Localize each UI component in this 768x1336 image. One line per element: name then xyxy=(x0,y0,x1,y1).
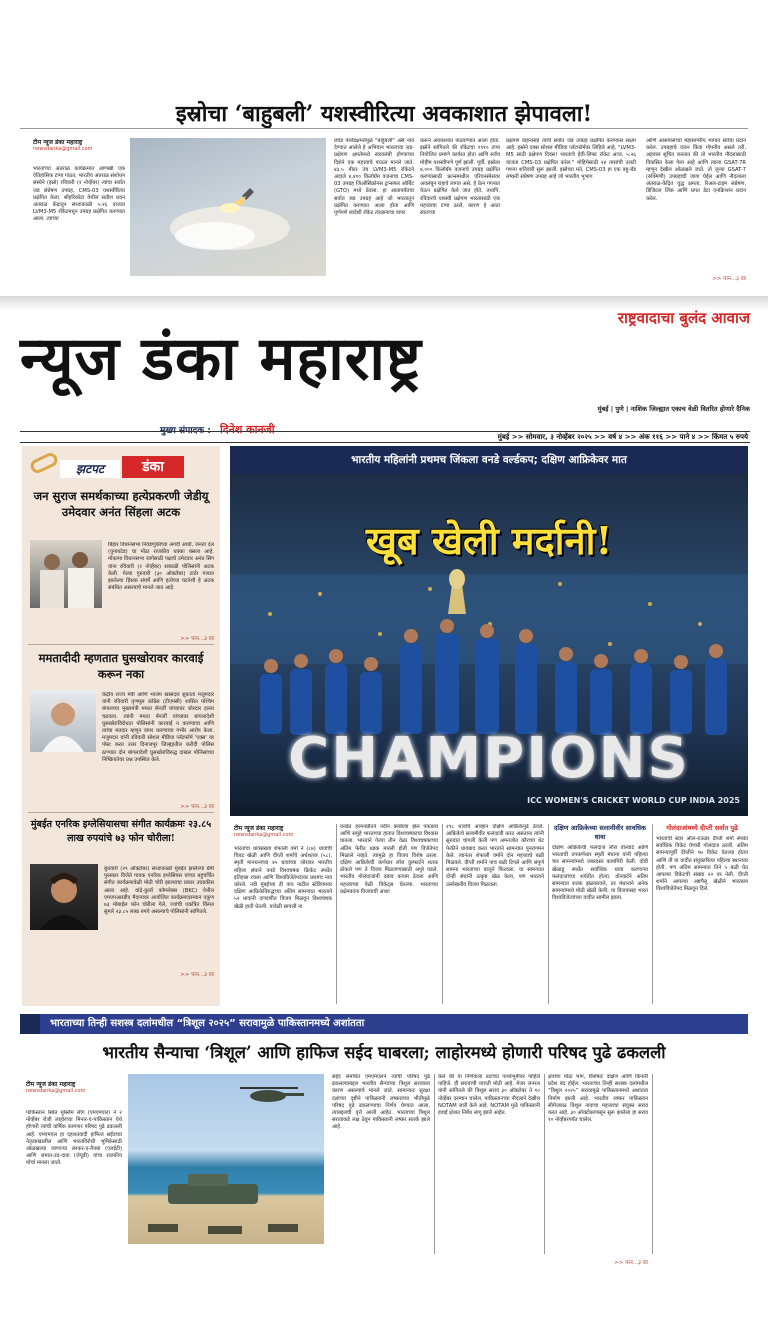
rocket-launch-photo xyxy=(130,138,326,276)
bottom-col-4: क्षेत्राचा मोठा भाग, विशेषतः दक्षिण आणि किनारी प्रदेश बंद होईल. भारताच्या तिन्ही सशस्त्र दलांमधील “त्रिशूल २०२५” सरावामुळे पाकिस्तानमध्ये अशांतता निर्माण झाली आहे. भारतीय लष्कर पाकिस्तान सीमेजवळ त्रिशूल नावाचा महत्त्वाचा संयुक्त सराव करत आहे. ३० ऑक्टोबरपासून सुरू झालेला हा सराव १० नोव्हेंबरपर्यंत चालेल. xyxy=(548,1074,648,1124)
box-1-title: दक्षिण आफ्रिकेच्या सलामीवीर सावधिक धावा xyxy=(553,824,647,841)
bottom-kicker-bar xyxy=(20,1014,748,1034)
sidebar-story-2 xyxy=(28,650,214,810)
editor-label: मुख्य संपादक : xyxy=(160,426,211,436)
top-col-4: प्रक्षेपण वाहनांसह त्यांचे सर्वात जड उपग्रह प्रक्षेपित करण्यास सक्षम आहे. इस्रोने एक्स सोशल मीडिया प्लॅटफॉर्मवर लिहिले आहे, "LVM3-M5 साठी प्रक्षेपण दिवस! भारताचे हेवी-लिफ्ट रॉकेट आज, ५:२६ वाजता CMS-03 प्रक्षेपित करेल." मोहिमेसाठी २४ तासांची उलटी गणना शनिवारी सुरू झाली. इस्रोच्या मते, CMS-03 हा एक बहु-बँड लष्करी संप्रेषण उपग्रह आहे जो भारतीय भूभाग xyxy=(506,138,636,181)
bottom-rule-1 xyxy=(434,1074,435,1254)
lead-rule-2 xyxy=(442,824,443,1004)
top-col-3: करून अवकाशात पाठवण्यात आला होता. इस्रोने सांगितले की रॉकेटचा १९१० टप्पा नियोजित प्रमाणे कार्यरत होता आणि सर्वच मोहीम यशस्वीपणे पूर्ण झाली. पूर्वी, इस्रोला ४,००० किलोग्रॅम वजनाचे उपग्रह प्रक्षेपित करण्यासाठी फ्रान्समधील एरियनस्पेसवर अवलंबून राहावे लागत असे, हे प्रेत्न गगनात येऊन प्रक्षेपित केले जात होते. तथापि, रविवारचे यशस्वी प्रक्षेपण भारतासाठी एक महत्त्वाचा टप्पा ठरले, कारण हे आता स्वतःच्या xyxy=(420,138,500,217)
dateline: मुंबई >> सोमवार, ३ नोव्हेंबर २०२५ >> वर्ष ४ >> अंक ११६ >> पाने ४ >> किंमत ५ रुपये xyxy=(497,433,748,441)
top-story-more-link[interactable]: >> पान...३ वर xyxy=(712,276,746,282)
dateline-bar xyxy=(20,431,750,443)
lead-headline: खूब खेली मर्दानी! xyxy=(365,518,613,563)
bottom-col-3: केले की या निर्णयाला तटाच्या पार्श्वभूमीवर पाहिले पाहिजे. ही सरावाची व्याप्ती मोठी आहे. मेजर जनरल यांनी सांगितले की त्रिशूल सराव ३० ऑक्टोबर ते १० नोव्हेंबर दरम्यान चालेल. पाकिस्तानच्या नौदलाने देखील NOTAM जारी केले आहे. NOTAM मुळे पाकिस्तानी हवाई क्षेत्रात निर्बंध लागू झाले आहेत. xyxy=(438,1074,540,1117)
byline-text: टीम न्यूज डंका महाराष्ट्र xyxy=(33,139,83,146)
story-1-headline: जन सुराज समर्थकाच्या हत्येप्रकरणी जेडीयू उमेदवार अनंत सिंहला अटक xyxy=(33,489,209,519)
lead-byline xyxy=(234,824,332,838)
sidebar-tag-left: झटपट xyxy=(60,460,120,478)
bottom-headline: भारतीय सैन्याचा ‘त्रिशूल’ आणि हाफिज सईद घाबरला; लाहोरमध्ये होणारी परिषद पुढे ढकलली xyxy=(102,1043,666,1062)
story-3-headline: मुंबईत एनरिक इग्लेसियासचा संगीत कार्यक्रमः २३.८५ लाख रुपयांचे ७३ फोन चोरीला! xyxy=(30,819,212,844)
sidebar-story-1 xyxy=(28,488,214,642)
bottom-col-1: पाकिस्तान स्थित मुस्लिम लीग (एमएमएल) ने २ नोव्हेंबर रोजी लाहोरच्या मिनार-ए-पाकिस्तान येथे होणारी त्यांची वार्षिक कामगार परिषद पुढे ढकलली आहे. एमएमएल हा दहशतवादी हाफिज सईदच्या नेतृत्वाखालील आणि भारतविरोधी भूमिकेसाठी ओळखल्या जाणाऱ्या लश्कर-ए-तैयबा (एलईटी) आणि जमात-उद-दावा (जेयूडी) यांचा राजकीय मोर्चा मानला जातो. xyxy=(26,1110,122,1167)
editor-name: दिनेश कानजी xyxy=(220,423,275,436)
bottom-rule-2 xyxy=(544,1074,545,1254)
sidebar-tag-right: डंका xyxy=(122,456,184,478)
bottom-byline-email: newsdanka@gmail.com xyxy=(26,1088,86,1094)
champions-board: CHAMPIONS xyxy=(288,726,690,791)
bottom-byline xyxy=(26,1080,122,1094)
lead-col-2: वनडेत हरमनप्रीतने नदीन क्लर्कचा झेल पकडला आणि समुहे भारताच्या हातात विश्वचषकाचा विश्वास घातला. भारताने गेल्या तीन वेळा विश्वचषकाच्या अंतिम फेरीत धडक मारली होती पण विजेतेपद मिळाले नव्हते. त्यामुळे हा विजय विशेष ठरला. दक्षिण आफ्रिकेची कर्णधार लॉरा वुल्फार्टने शतक ठोकले पण ते विजय मिळवण्यासाठी अपुरे पडले. भारतीय गोलंदाजांनी दबाव कायम ठेवला आणि महत्त्वाच्या वेळी विकेट्स घेतल्या. भारताच्या प्रक्षेपकांना विजयाची आशा xyxy=(340,824,438,895)
sidebar-divider-1 xyxy=(28,644,214,645)
lead-rule-4 xyxy=(652,824,653,1004)
sidebar-story-3 xyxy=(28,818,214,978)
byline-email: newsdanka@gmail.com xyxy=(33,146,93,152)
story-1-text: बिहार विधानसभा निवडणुकीच्या अगदी आधी, जनता दल (युनायटेड) चा मोठा राजकीय धक्का बसला आहे. मोकामा विधानसभा जागेसाठी पक्षाचे उमेदवार अनंत सिंग यांना रविवारी (२ नोव्हेंबर) सकाळी पोलिसांनी अटक केली. गेल्या गुरुवारी (३० ऑक्टोबर) टार्टर गावात झालेल्या हिंसक संघर्षे आणि हत्येच्या घटनेशी हे अटक संबंधित असल्याचे मानले जात आहे. xyxy=(108,542,214,592)
lead-byline-email: newsdanka@gmail.com xyxy=(234,832,294,838)
sidebar-divider-2 xyxy=(28,812,214,813)
story-2-text: केंद्रीय राज्य मंत्री आणि भाजप खासदार सुकांता मजुमदार यांनी रविवारी तृणमूल काँग्रेस (टीएमसी) शासित पश्चिम बंगालच्या मुख्यमंत्री ममता बॅनर्जी यांच्यावर जोरदार हल्ला चढवला. त्यांनी ममता बॅनर्जी यांच्यावर बांगलादेशी घुसखोरांविरोधात पोलिसांनी कारवाई न करण्याचा आणि त्यांचा मतदार म्हणून वापर करण्याचा गंभीर आरोप केला. मजुमदार यांनी रविवारी सोशल मीडिया प्लॅटफॉर्म 'एक्स' वर पोस्ट करत उत्तर दिनाजपूर जिल्ह्यातील करीदी पोलिस ठाण्यात दोन बांगलादेशी घुसखोरांविरुद्ध दाखल पोलिसांच्या निष्क्रियतेवर प्रश्न उपस्थित केले. xyxy=(102,692,214,763)
story-2-headline: ममतादीदी म्हणतात घुसखोरावर कारवाई करून नका xyxy=(38,651,204,681)
bottom-col-2: सईद समर्थित एमएमएलने त्यांची परिषद पुढे ढकलल्याबद्दल भारतीय सैन्याच्या त्रिशूल सरावाला कारण असल्याचे मानले जाते. सामान्यतः सुरक्षा दलांच्या दृष्टीने पाकिस्तानी लष्कराच्या भीतीमुळे परिषद पुढे ढकलण्याचा निर्णय घेण्यात आला, त्याबद्दलची वृत्ते आली आहेत. भारताच्या त्रिशूल सरावाकडे लक्ष ठेवून पाकिस्तानी लष्कर सतर्क झाले आहे. xyxy=(332,1074,430,1131)
sidebar xyxy=(22,446,220,1006)
box-2-title: गोलंदाजांमध्ये दीप्ती सर्वात पुढे xyxy=(666,824,738,832)
top-byline xyxy=(33,138,125,152)
lead-kicker: भारतीय महिलांनी प्रथमच जिंकला वनडे वर्ल्डकप; दक्षिण आफ्रिकेवर मात xyxy=(230,446,748,474)
top-col-1: भारताच्या अंतराळ कार्यक्रमात आणखी एक ऐतिहासिक टप्पा गाठत, भारतीय अंतराळ संशोधन संस्थेने (इस्रो) रविवारी (२ नोव्हेंबर) त्यांचा सर्वात जड संप्रेषण उपग्रह, CMS-03 यशस्वीरित्या प्रक्षेपित केला. श्रीहरिकोटा येथील सतीश धवन अंतराळ केंद्रातून संध्याकाळी ५:२६ वाजता LVM3-M5 रॉकेटमधून उपग्रह प्रक्षेपित करण्यात आला. त्याच्या xyxy=(33,166,125,223)
top-story xyxy=(0,0,768,300)
bottom-more-link[interactable]: >> पान...३ वर xyxy=(614,1260,648,1266)
kicker-accent xyxy=(20,1014,40,1034)
lead-box-1 xyxy=(552,824,648,1004)
story-3-text: बुधवारी (२९ ऑक्टोबर) संध्याकाळी मुंबईत झालेल्या ग्रॅमी पुरस्कार विजेते गायक एनरिक इग्लेसियस यांच्या बहुचर्चित संगीत कार्यक्रमावेळी मोठी चोरी झाल्याचा प्रकार उघडकीस आला आहे. वांद्रे-कुर्ला कॉम्प्लेक्स (BKC) येथील एमएमआरडीए मैदानावर आयोजित कार्यक्रमादरम्यान एकूण ७३ मोबाईल फोन चोरीला गेले, ज्यांची एकत्रित किंमत सुमारे २३.८५ लाख रुपये असल्याचे पोलिसांनी सांगितले. xyxy=(104,866,214,916)
story-3-more-link[interactable]: >> पान...३ वर xyxy=(180,972,214,978)
lead-box-2 xyxy=(656,824,748,1004)
lead-photo xyxy=(230,474,748,816)
bottom-rule-3 xyxy=(652,1074,653,1254)
top-col-5: आणि आसपासच्या महासागरीय भागात सेवेचा प्रदान करेल. उपग्रहाचे वजन किंवा गोपनीय असले तरी, अहवाल सूचित करतात की तो भारतीय नौदलासाठी विकसित केला गेला आहे आणि त्याला GSAT-7R म्हणून देखील ओळखले जाते. तो जुन्या GSAT-7 (रुक्मिणी) उपग्रहाची जागा घेईल आणि नौदलाला अंतराळ-केंद्रित युद्ध क्षमता, रिअल-टाइम संप्रेषण, डिजिटल लिंक आणि प्रगत डेटा एनक्रिप्शन प्रदान करेल. xyxy=(646,138,746,202)
bottom-kicker: भारताच्या तिन्ही सशस्त्र दलांमधील “त्रिशूल २०२५” सरावामुळे पाकिस्तानमध्ये अशांतता xyxy=(50,1018,365,1029)
story-2-more-link[interactable]: >> पान...३ वर xyxy=(180,804,214,810)
lead-col-3: २९८ धावांचे आव्हान दक्षिण आफ्रिकेपुढे ठेवले. आफ्रिकेचे सलामीवीर फलंदाजी करत असताना त्यांनी सुरुवात चांगली केली पण अमनजोत कौरच्या थेट फेकीने धावबाद करत भारताने सामन्यात पुनरागमन केले. त्यानंतर शेफाली वर्माने दोन महत्त्वाचे बळी मिळवले. दीप्ती शर्माने पाच बळी टिपले आणि संपूर्ण सामना भारताच्या बाजूने फिरवला. या सामन्यात दोन्ही संघांनी उत्कृष्ट खेळ केला, पण भारताने उल्लेखनीय विजय मिळवला. xyxy=(446,824,544,888)
lead-rule-1 xyxy=(336,824,337,1004)
masthead-editions: मुंबई | पुणे | नाशिक जिल्ह्यात एकाच वेळी वितरित होणारे दैनिक xyxy=(597,405,750,413)
top-story-headline: इस्रोचा ‘बाहुबली’ यशस्वीरित्या अवकाशात झेपावला! xyxy=(175,101,593,127)
masthead-tagline: राष्ट्रवादाचा बुलंद आवाज xyxy=(617,309,750,327)
photo-banner: ICC WOMEN'S CRICKET WORLD CUP INDIA 2025 xyxy=(527,796,740,805)
rocket-illustration xyxy=(130,138,326,276)
headline-rule xyxy=(20,128,748,129)
paperclip-icon xyxy=(28,451,59,476)
lead-col-1: भारताचा धावसंख्या शेफाली वर्मा ने (८७) धावांची चिवट खेळी आणि दीप्ती शर्माचे अर्धशतक (५८), स्मृती मानधनाच्या ४५ धावांच्या जोरावर भारतीय महिला संघाने वनडे विश्वचषक क्रिकेट स्पर्धेत इतिहास रचला आणि विश्वविजेतेपदावर प्रथमच नाव कोरले. नवी मुंबईच्या डी वाय पाटील स्टेडियमवर दक्षिण आफ्रिकेविरुद्धच्या अंतिम सामन्यात भारताने ५२ धावांनी दणदणीत विजय मिळवून विश्वचषक खेळी हाती घेतली. यावेळी सायली ना xyxy=(234,846,332,910)
box-1-text: दक्षिण आफ्रिकेची फलंदाज लॉरा वोल्वार्ट आणि भारताची उपकर्णधार स्मृती मंधाना यांनी पहिल्या चार सामन्यांमध्ये जबरदस्त कामगिरी केली. दोघी खेळाडू स्पर्धेत सर्वाधिक धावा करणाऱ्या फलंदाजांच्या शर्यतीत होत्या. वोल्वार्टने अंतिम सामन्यात शतक झळकावले, तर मंधानाने अनेक सामन्यांमध्ये मोठी खेळी केली. या विजयासह भारत विश्वविजेत्यांच्या यादीत सामील झाला. xyxy=(552,845,648,902)
story-1-more-link[interactable]: >> पान...३ वर xyxy=(180,636,214,642)
bottom-byline-text: टीम न्यूज डंका महाराष्ट्र xyxy=(26,1081,76,1088)
bottom-story xyxy=(20,1014,748,1314)
lead-byline-text: टीम न्यूज डंका महाराष्ट्र xyxy=(234,825,284,832)
masthead xyxy=(0,296,768,436)
masthead-title: न्यूज डंका महाराष्ट्र xyxy=(20,324,422,394)
lead-story xyxy=(230,446,748,1012)
box-2-text: भारताची स्टार ऑल-राऊंडर दीप्ती शर्मा स्पर्धेत सर्वाधिक विकेट घेणारी गोलंदाज ठरली. अंतिम सामन्यापूर्वी दीप्तीने १७ विकेट घेतल्या होत्या आणि ती या यादीत संयुक्तरित्या पहिल्या स्थानावर होती. पण अंतिम सामन्यात तिने ५ बळी घेत आपल्या विकेटची संख्या २२ वर नेली. दीप्ती शर्माने आपल्या अष्टपैलू खेळीने भारताला विश्वविजेतेपद मिळवून दिले. xyxy=(656,836,748,893)
helicopter-illustration xyxy=(128,1074,324,1244)
military-exercise-photo xyxy=(128,1074,324,1244)
lead-rule-3 xyxy=(548,824,549,1004)
top-col-2: प्रचंड पेलोडक्षमतेमुळे "बाहुबली" असे नाव देण्यात आलेले हे अभियान भारताच्या जड-प्रक्षेपण क्षमतेमध्ये स्वावलंबी होण्याच्या दिशेने एक महत्त्वाचे पाऊल मानले जाते. ४३.५ मीटर उंच LVM3-M5 रॉकेटने अंदाजे ४,४१० किलोग्रॅम वजनाचा CMS-03 उपग्रह जिओसिंक्रोनस ट्रान्सफर ऑर्बिट (GTO) मध्ये ठेवला. हा आतापर्यंतचा सर्वात जड उपग्रह आहे जो भारतातून प्रक्षेपित करण्यात आला होता आणि पूर्णपणे स्वदेशी रॉकेट तंत्रज्ञानाचा वापर xyxy=(334,138,414,217)
